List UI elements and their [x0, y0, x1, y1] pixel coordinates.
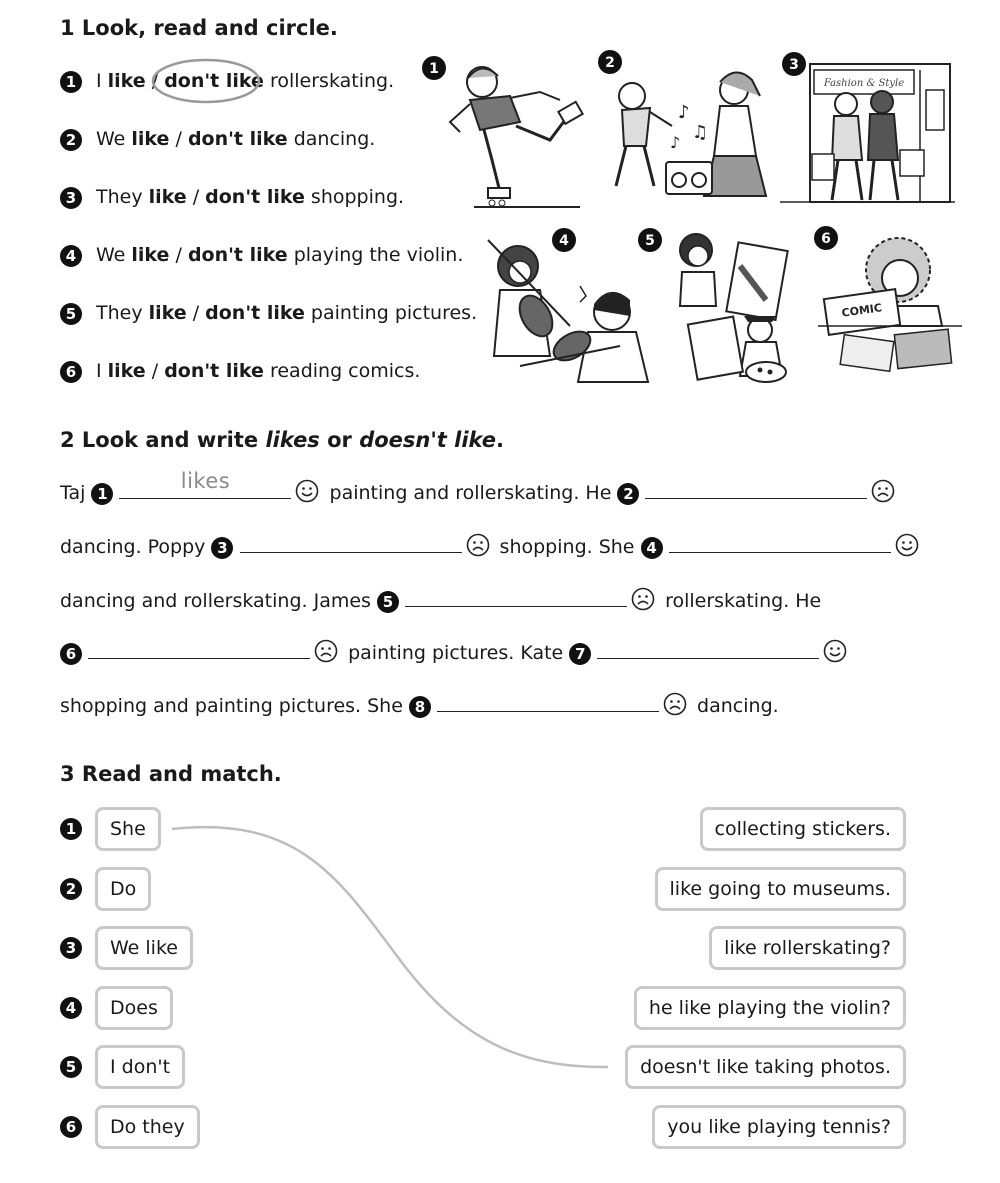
- number-badge: 5: [377, 591, 399, 613]
- right-box-3[interactable]: like rollerskating?: [709, 926, 906, 970]
- left-box-5[interactable]: I don't: [95, 1045, 185, 1089]
- number-badge: 4: [60, 997, 82, 1019]
- right-box-5[interactable]: doesn't like taking photos.: [625, 1045, 906, 1089]
- section1-heading: 1 Look, read and circle.: [60, 16, 338, 40]
- s1-item-1: 1 I like / don't like rollerskating.: [60, 68, 394, 94]
- option-like[interactable]: like: [131, 244, 170, 266]
- shop-sign: Fashion & Style: [823, 78, 905, 89]
- number-badge: 2: [617, 483, 639, 505]
- number-badge: 2: [60, 129, 82, 151]
- picture-number: 3: [789, 57, 799, 73]
- option-dont-like-circled[interactable]: don't like: [164, 70, 264, 92]
- option-dont-like[interactable]: don't like: [164, 360, 264, 382]
- s1-item-3: 3 They like / don't like shopping.: [60, 184, 404, 210]
- right-box-1[interactable]: collecting stickers.: [700, 807, 906, 851]
- picture-number: 5: [645, 233, 655, 249]
- option-dont-like[interactable]: don't like: [205, 186, 305, 208]
- number-badge: 1: [60, 818, 82, 840]
- section2-heading: 2 Look and write likes or doesn't like.: [60, 428, 504, 452]
- right-box-6[interactable]: you like playing tennis?: [652, 1105, 906, 1149]
- svg-text:♫: ♫: [692, 122, 709, 143]
- option-like[interactable]: like: [131, 128, 170, 150]
- answer-text: likes: [180, 469, 231, 493]
- section3-heading: 3 Read and match.: [60, 762, 282, 786]
- right-box-2[interactable]: like going to museums.: [655, 867, 906, 911]
- number-badge: 4: [60, 245, 82, 267]
- number-badge: 6: [60, 1116, 82, 1138]
- right-box-4[interactable]: he like playing the violin?: [634, 986, 906, 1030]
- number-badge: 1: [91, 483, 113, 505]
- number-badge: 8: [409, 696, 431, 718]
- option-like[interactable]: like: [107, 360, 146, 382]
- number-badge: 2: [60, 878, 82, 900]
- s2-line-4: 6 painting pictures. Kate 7: [60, 636, 851, 668]
- s2-line-1: Taj 1 likes painting and rollerskating. He 2: [60, 476, 899, 508]
- s1-item-4: 4 We like / don't like playing the violin.: [60, 242, 463, 268]
- left-box-1[interactable]: She: [95, 807, 161, 851]
- number-badge: 7: [569, 643, 591, 665]
- number-badge: 1: [60, 71, 82, 93]
- option-dont-like[interactable]: don't like: [187, 128, 288, 150]
- s1-item-6: 6 I like / don't like reading comics.: [60, 358, 420, 384]
- svg-text:♪: ♪: [670, 133, 681, 152]
- option-dont-like[interactable]: don't like: [205, 302, 305, 324]
- left-box-4[interactable]: Does: [95, 986, 173, 1030]
- number-badge: 5: [60, 303, 82, 325]
- picture-number: 6: [821, 231, 831, 247]
- left-box-6[interactable]: Do they: [95, 1105, 200, 1149]
- number-badge: 4: [641, 537, 663, 559]
- s2-line-3: dancing and rollerskating. James 5 rollerskating. He: [60, 584, 821, 616]
- number-badge: 6: [60, 643, 82, 665]
- s1-item-5: 5 They like / don't like painting pictures.: [60, 300, 477, 326]
- s2-line-2: dancing. Poppy 3 shopping. She 4: [60, 530, 923, 562]
- left-box-2[interactable]: Do: [95, 867, 151, 911]
- s1-item-2: 2 We like / don't like dancing.: [60, 126, 375, 152]
- option-like[interactable]: like: [148, 302, 187, 324]
- option-dont-like[interactable]: don't like: [187, 244, 288, 266]
- left-box-3[interactable]: We like: [95, 926, 193, 970]
- picture-number: 2: [605, 55, 615, 71]
- number-badge: 3: [60, 187, 82, 209]
- option-like[interactable]: like: [107, 70, 146, 92]
- s2-line-5: shopping and painting pictures. She 8 dancing.: [60, 689, 779, 721]
- picture-number: 4: [559, 233, 569, 249]
- number-badge: 5: [60, 1056, 82, 1078]
- number-badge: 3: [211, 537, 233, 559]
- svg-text:♪: ♪: [678, 102, 690, 123]
- number-badge: 3: [60, 937, 82, 959]
- picture-number: 1: [429, 61, 439, 77]
- comic-label: COMIC: [840, 301, 883, 320]
- option-like[interactable]: like: [148, 186, 187, 208]
- number-badge: 6: [60, 361, 82, 383]
